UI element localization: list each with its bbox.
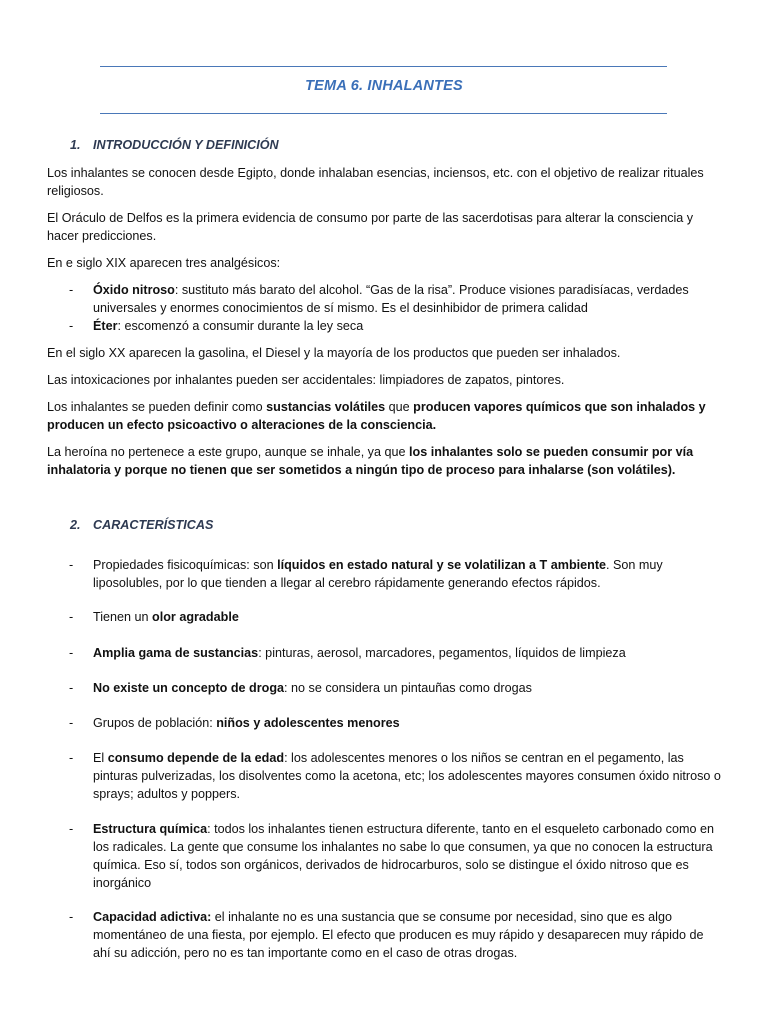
title-rule-top (100, 66, 667, 67)
section-2-heading (70, 518, 213, 532)
bold-run: Capacidad adictiva: (93, 910, 212, 924)
bold-run: producen vapores químicos que son inhalados y producen un efecto psicoactivo o alteraciones de la consciencia. (47, 400, 706, 432)
section-1-number: 1. (70, 138, 81, 152)
list-item-propiedades (69, 556, 729, 592)
bullet-dash: - (69, 822, 74, 836)
term-oxido-nitroso: Óxido nitroso (93, 283, 175, 297)
list-item-oxido-nitroso (69, 281, 729, 317)
bold-run: olor agradable (152, 610, 239, 624)
text-run: La heroína no pertenece a este grupo, aunque se inhale, ya que (47, 445, 409, 459)
bold-run: sustancias volátiles (266, 400, 386, 414)
paragraph-heroina (47, 443, 727, 479)
text-run: Grupos de población: (93, 716, 217, 730)
bold-run: niños y adolescentes menores (216, 716, 400, 730)
text-run: : pinturas, aerosol, marcadores, pegamentos, líquidos de limpieza (258, 646, 626, 660)
paragraph-siglo-xix: En e siglo XIX aparecen tres analgésicos: (47, 256, 281, 270)
title-rule-bottom (100, 113, 667, 114)
text-run: : los adolescentes menores o los niños se centran en el pegamento, las pinturas pulverizadas, los disolventes como la acetona, etc; los adolescentes mayores consumen óxido nitroso o sprays; adultos y poppers. (93, 751, 721, 801)
page-title: TEMA 6. INHALANTES (305, 78, 463, 94)
paragraph-intoxicaciones: Las intoxicaciones por inhalantes pueden ser accidentales: limpiadores de zapatos, pintores. (47, 373, 565, 387)
list-item-grupos (69, 714, 729, 732)
bullet-dash: - (69, 751, 74, 765)
text-run: el inhalante no es una sustancia que se consume por necesidad, sino que es algo momentáneo de una fiesta, por ejemplo. El efecto que producen es muy rápido y desaparecen muy rápido de ahí su adicción, pero no es tan importante como en el caso de otras drogas. (93, 910, 704, 960)
bullet-dash: - (69, 558, 74, 572)
bullet-dash: - (69, 610, 74, 624)
bold-run: los inhalantes solo se pueden consumir por vía inhalatoria y porque no tienen que ser sometidos a ningún tipo de proceso para inhalarse (son volátiles). (47, 445, 694, 477)
text-run: Propiedades fisicoquímicas: son (93, 558, 278, 572)
section-1-title: INTRODUCCIÓN Y DEFINICIÓN (93, 138, 279, 152)
desc-eter: : escomenzó a consumir durante la ley seca (117, 319, 364, 333)
paragraph-egipto: Los inhalantes se conocen desde Egipto, donde inhalaban esencias, inciensos, etc. con el objetivo de realizar rituales religiosos. (47, 166, 704, 198)
bullet-dash: - (69, 716, 74, 730)
list-item-eter (69, 317, 729, 335)
list-item-concepto (69, 679, 729, 697)
bullet-dash: - (69, 319, 74, 333)
bold-run: Estructura química (93, 822, 208, 836)
paragraph-definicion (47, 398, 727, 434)
section-1-heading (70, 138, 279, 152)
bullet-dash: - (69, 681, 74, 695)
list-item-estructura (69, 820, 729, 892)
desc-oxido-nitroso: : sustituto más barato del alcohol. “Gas de la risa”. Produce visiones paradisíacas, verdades universales y enormes conocimientos de sí mismo. Es el desinhibidor de primera calidad (93, 283, 689, 315)
list-item-olor (69, 608, 729, 626)
text-run: Los inhalantes se pueden definir como (47, 400, 267, 414)
term-eter: Éter (93, 319, 118, 333)
list-item-gama (69, 644, 729, 662)
paragraph-siglo-xx: En el siglo XX aparecen la gasolina, el Diesel y la mayoría de los productos que pueden ser inhalados. (47, 346, 621, 360)
bold-run: líquidos en estado natural y se volatilizan a T ambiente (277, 558, 607, 572)
text-run: que (385, 400, 414, 414)
bold-run: Amplia gama de sustancias (93, 646, 259, 660)
bold-run: No existe un concepto de droga (93, 681, 285, 695)
text-run: : todos los inhalantes tienen estructura diferente, tanto en el esqueleto carbonado como en los radicales. La gente que consume los inhalantes no sabe lo que consumen, ya que no conocen la estructura química. Eso sí, todos son orgánicos, derivados de hidrocarburos, solo se distingue el óxido nitroso que es inorgánico (93, 822, 714, 890)
paragraph-delfos: El Oráculo de Delfos es la primera evidencia de consumo por parte de las sacerdotisas para alterar la consciencia y hacer predicciones. (47, 211, 694, 243)
text-run: : no se considera un pintauñas como drogas (284, 681, 532, 695)
bullet-dash: - (69, 910, 74, 924)
list-item-edad (69, 749, 729, 803)
text-run: Tienen un (93, 610, 153, 624)
section-2-number: 2. (70, 518, 81, 532)
bold-run: consumo depende de la edad (107, 751, 285, 765)
text-run: . Son muy liposolubles, por lo que tienden a llegar al cerebro rápidamente generando efectos rápidos. (93, 558, 663, 590)
section-2-title: CARACTERÍSTICAS (93, 518, 214, 532)
list-item-adictiva (69, 908, 729, 962)
bullet-dash: - (69, 283, 74, 297)
bullet-dash: - (69, 646, 74, 660)
text-run: El (93, 751, 108, 765)
